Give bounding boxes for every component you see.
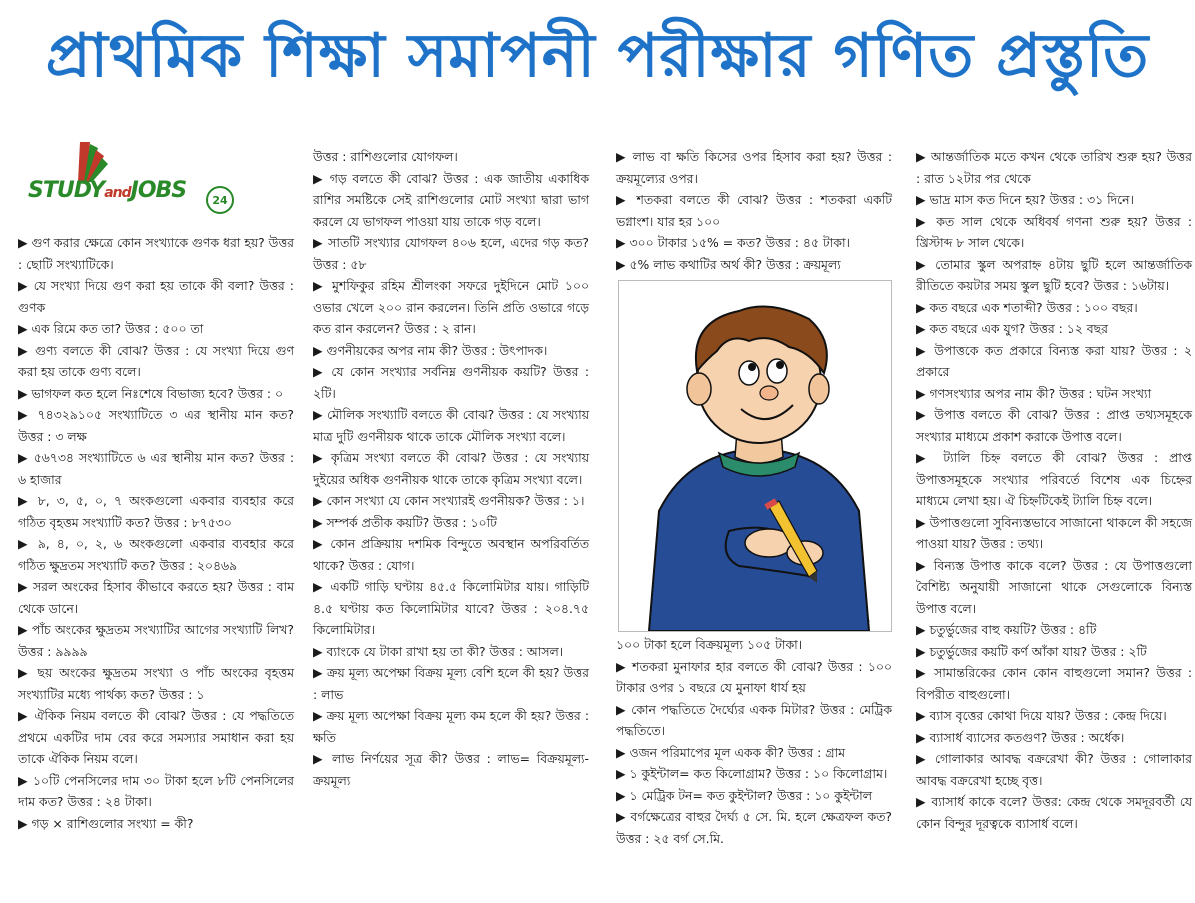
qa-item: ▶ উপাত্ত বলতে কী বোঝ? উত্তর : প্রাপ্ত তথ্যসমূহকে সংখ্যার মাধ্যমে প্রকাশ করাকে উপাত্ত বলে। [916,407,1192,444]
qa-item: ▶ ৩০০ টাকার ১৫% = কত? উত্তর : ৪৫ টাকা। [616,235,850,250]
qa-item: ▶ গড় × রাশিগুলোর সংখ্যা = কী? [18,815,194,831]
qa-item: ▶ ওজন পরিমাপের মূল একক কী? উত্তর : গ্রাম [616,744,846,760]
qa-item: ▶ গোলাকার আবদ্ধ বক্ররেখা কী? উত্তর : গোলাকার আবদ্ধ বক্ররেখা হচ্ছে বৃত্ত। [916,751,1192,788]
qa-item: ▶ মৌলিক সংখ্যাটি বলতে কী বোঝ? উত্তর : যে সংখ্যায় মাত্র দুটি গুণনীয়ক থাকে তাকে মৌলিক সংখ্যা বলে। [313,407,589,444]
qa-item: ▶ কত বছরে এক শতাব্দী? উত্তর : ১০০ বছর। [916,299,1138,315]
column-3-top [616,146,892,275]
column-2 [313,146,589,791]
qa-item: ▶ গড় বলতে কী বোঝ? উত্তর : এক জাতীয় একাধিক রাশির সমষ্টিকে সেই রাশিগুলোর মোট সংখ্যা দ্বারা ভাগ করলে যে ভাগফল পাওয়া যায় তাকে গড় বলে। [313,170,589,229]
page-title: প্রাথমিক শিক্ষা সমাপনী পরীক্ষার গণিত প্রস্তুতি [45,21,1150,91]
qa-item: ▶ যে কোন সংখ্যার সর্বনিম্ন গুণনীয়ক কয়টি? উত্তর : ২টি। [313,364,589,401]
qa-item: ▶ ব্যাসার্ধ ব্যাসের কতগুণ? উত্তর : অর্ধেক। [916,729,1125,745]
qa-item: ▶ কোন সংখ্যা যে কোন সংখ্যারই গুণনীয়ক? উত্তর : ১। [313,493,585,508]
qa-item: ▶ কোন প্রক্রিয়ায় দশমিক বিন্দুতে অবস্থান অপরিবর্তিত থাকে? উত্তর : যোগ। [313,536,589,573]
qa-item: ▶ ছয় অংকের ক্ষুদ্রতম সংখ্যা ও পাঁচ অংকের বৃহত্তম সংখ্যাটির মধ্যে পার্থক্য কত? উত্তর : ১ [18,665,294,702]
logo-swoosh-icon [78,142,108,182]
qa-item: ▶ মুশফিকুর রহিম শ্রীলংকা সফরে দুইদিনে মোট ১০০ ওভার খেলে ২০০ রান করলেন। তিনি প্রতি ওভারে গড়ে কত রান করলেন? উত্তর : ২ রান। [313,278,589,336]
qa-item: ▶ পাঁচ অংকের ক্ষুদ্রতম সংখ্যাটির আগের সংখ্যাটি লিখ? উত্তর : ৯৯৯৯ [18,622,294,659]
qa-item: ▶ উপাত্তকে কত প্রকারে বিন্যস্ত করা যায়? উত্তর : ২ প্রকারে [916,342,1192,379]
qa-item: ▶ গণসংখ্যার অপর নাম কী? উত্তর : ঘটন সংখ্যা [916,385,1152,401]
qa-item: ▶ ভাদ্র মাস কত দিনে হয়? উত্তর : ৩১ দিনে। [916,192,1134,207]
boy-writing-illustration [618,280,892,632]
qa-item: ▶ লাভ বা ক্ষতি কিসের ওপর হিসাব করা হয়? উত্তর : ক্রয়মূল্যের ওপর। [616,149,892,186]
qa-item: ▶ বিন্যস্ত উপাত্ত কাকে বলে? উত্তর : যে উপাত্তগুলো বৈশিষ্ট্য অনুযায়ী সাজানো থাকে সেগুলোকে বিন্যস্ত উপাত্ত বলে। [916,557,1192,616]
column-4 [916,146,1192,834]
qa-item: ▶ শতকরা বলতে কী বোঝ? উত্তর : শতকরা একটি ভগ্নাংশ। যার হর ১০০ [616,192,892,229]
qa-item: ▶ তোমার স্কুল অপরাহ্ন ৪টায় ছুটি হলে আন্তর্জাতিক রীতিতে কয়টার সময় স্কুল ছুটি হবে? উত্তর : ১৬টায়। [916,256,1192,293]
qa-item: ▶ লাভ নির্ণয়ের সূত্র কী? উত্তর : লাভ= বিক্রয়মূল্য-ক্রয়মূল্য [313,751,589,788]
logo-badge: 24 [206,186,234,214]
qa-item: ▶ ৫৬৭৩৪ সংখ্যাটিতে ৬ এর স্থানীয় মান কত? উত্তর : ৬ হাজার [18,450,294,487]
qa-item: ▶ ১ কুইন্টাল= কত কিলোগ্রাম? উত্তর : ১০ কিলোগ্রাম। [616,766,888,781]
qa-item: ▶ উপাত্তগুলো সুবিন্যস্তভাবে সাজানো থাকলে কী সহজে পাওয়া যায়? উত্তর : তথ্য। [916,514,1192,551]
qa-item: ▶ ব্যাংকে যে টাকা রাখা হয় তা কী? উত্তর : আসল। [313,643,564,659]
qa-item: ▶ ব্যাসার্ধ কাকে বলে? উত্তর: কেন্দ্র থেকে সমদূরবর্তী যে কোন বিন্দুর দূরত্বকে ব্যাসার্ধ বলে। [916,794,1192,831]
qa-item: ▶ সরল অংকের হিসাব কীভাবে করতে হয়? উত্তর : বাম থেকে ডানে। [18,579,294,616]
qa-item: উত্তর : রাশিগুলোর যোগফল। [313,149,458,164]
qa-item: ▶ ভাগফল কত হলে নিঃশেষে বিভাজ্য হবে? উত্তর : ০ [18,385,284,401]
qa-item: ▶ ১ মেট্রিক টন= কত কুইন্টাল? উত্তর : ১০ কুইন্টাল [616,787,872,803]
qa-item: ▶ সাতটি সংখ্যার যোগফল ৪০৬ হলে, এদের গড় কত? উত্তর : ৫৮ [313,235,589,272]
qa-item: ▶ চতুর্ভুজের বাহু কয়টি? উত্তর : ৪টি [916,622,1097,637]
qa-item: ▶ ঐকিক নিয়ম বলতে কী বোঝ? উত্তর : যে পদ্ধতিতে প্রথমে একটির দাম বের করে সমস্যার সমাধান করা হয় তাকে ঐকিক নিয়ম বলে। [18,708,294,766]
qa-item: ▶ ব্যাস বৃত্তের কোথা দিয়ে যায়? উত্তর : কেন্দ্র দিয়ে। [916,708,1167,723]
qa-item: ▶ গুণ্য বলতে কী বোঝ? উত্তর : যে সংখ্যা দিয়ে গুণ করা হয় তাকে গুণ্য বলে। [18,342,294,379]
qa-item: ▶ ট্যালি চিহ্ন বলতে কী বোঝ? উত্তর : প্রাপ্ত উপাত্তসমূহকে সংখ্যার পরিবর্তে বিশেষ এক চিহ্নের মাধ্যমে লেখা হয়। ঐ চিহ্নটিকেই ট্যালি চিহ্ন বলে। [916,450,1192,508]
qa-item: ▶ ৭৪৩২৯১০৫ সংখ্যাটিতে ৩ এর স্থানীয় মান কত? উত্তর : ৩ লক্ষ [18,407,294,444]
qa-item: ১০০ টাকা হলে বিক্রয়মূল্য ১০৫ টাকা। [616,637,803,652]
qa-item: ▶ সামান্তরিকের কোন কোন বাহুগুলো সমান? উত্তর : বিপরীত বাহুগুলো। [916,665,1192,702]
qa-item: ▶ ক্রয় মূল্য অপেক্ষা বিক্রয় মূল্য কম হলে কী হয়? উত্তর : ক্ষতি [313,708,589,745]
qa-item: ▶ যে সংখ্যা দিয়ে গুণ করা হয় তাকে কী বলা? উত্তর : গুণক [18,278,294,315]
qa-item: ▶ ৯, ৪, ০, ২, ৬ অংকগুলো একবার ব্যবহার করে গঠিত ক্ষুদ্রতম সংখ্যাটি কত? উত্তর : ২০৪৬৯ [18,536,294,573]
qa-item: ▶ আন্তর্জাতিক মতে কখন থেকে তারিখ শুরু হয়? উত্তর : রাত ১২টার পর থেকে [916,149,1192,186]
qa-item: ▶ শতকরা মুনাফার হার বলতে কী বোঝ? উত্তর : ১০০ টাকার ওপর ১ বছরে যে মুনাফা ধার্য হয় [616,658,892,695]
qa-item: ▶ ১০টি পেনসিলের দাম ৩০ টাকা হলে ৮টি পেনসিলের দাম কত? উত্তর : ২৪ টাকা। [18,772,294,809]
qa-item: ▶ বর্গক্ষেত্রের বাহুর দৈর্ঘ্য ৫ সে. মি. হলে ক্ষেত্রফল কত? উত্তর : ২৫ বর্গ সে.মি. [616,809,892,846]
qa-item: ▶ এক রিমে কত তা? উত্তর : ৫০০ তা [18,321,204,336]
column-3-bottom [616,634,892,849]
qa-item: ▶ ৫% লাভ কথাটির অর্থ কী? উত্তর : ক্রয়মূল্য [616,256,841,272]
qa-item: ▶ গুণনীয়কের অপর নাম কী? উত্তর : উৎপাদক। [313,342,548,358]
qa-item: ▶ কোন পদ্ধতিতে দৈর্ঘ্যের একক মিটার? উত্তর : মেট্রিক পদ্ধতিতে। [616,701,892,738]
qa-item: ▶ ৮, ৩, ৫, ০, ৭ অংকগুলো একবার ব্যবহার করে গঠিত বৃহত্তম সংখ্যাটি কত? উত্তর : ৮৭৫৩০ [18,493,294,530]
column-1 [18,232,294,834]
qa-item: ▶ কত সাল থেকে অধিবর্ষ গণনা শুরু হয়? উত্তর : খ্রিস্টাব্দ ৮ সাল থেকে। [916,213,1192,250]
qa-item: ▶ চতুর্ভুজের কয়টি কর্ণ আঁকা যায়? উত্তর : ২টি [916,643,1147,659]
qa-item: ▶ কত বছরে এক যুগ? উত্তর : ১২ বছর [916,321,1108,336]
logo-wordmark: STUDYandJOBS [28,178,187,203]
qa-item: ▶ গুণ করার ক্ষেত্রে কোন সংখ্যাকে গুণক ধরা হয়? উত্তর : ছোটি সংখ্যাটিকে। [18,235,294,272]
qa-item: ▶ ক্রয় মূল্য অপেক্ষা বিক্রয় মূল্য বেশি হলে কী হয়? উত্তর : লাভ [313,665,589,702]
qa-item: ▶ একটি গাড়ি ঘণ্টায় ৪৫.৫ কিলোমিটার যায়। গাড়িটি ৪.৫ ঘণ্টায় কত কিলোমিটার যাবে? উত্তর : ২০৪.৭৫ কিলোমিটার। [313,579,589,637]
qa-item: ▶ কৃত্রিম সংখ্যা বলতে কী বোঝ? উত্তর : যে সংখ্যায় দুইয়ের অধিক গুণনীয়ক থাকে তাকে কৃত্রিম সংখ্যা বলে। [313,450,589,487]
qa-item: ▶ সম্পর্ক প্রতীক কয়টি? উত্তর : ১০টি [313,514,497,530]
